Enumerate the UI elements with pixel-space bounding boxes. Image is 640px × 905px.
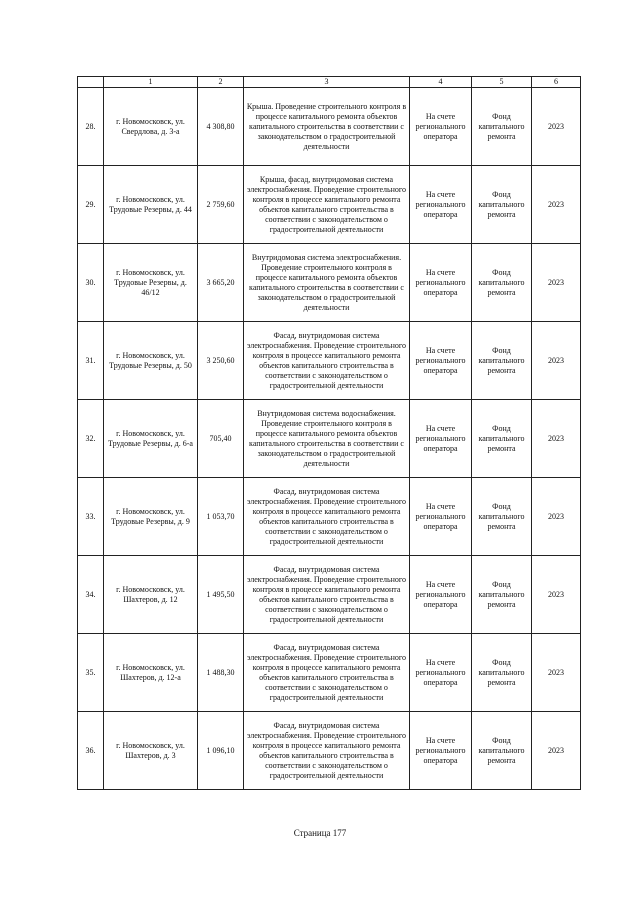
works-description-cell: Внутридомовая система водоснабжения. Проведение строительного контроля в процессе капитального ремонта объектов капитального строительства в соответствии с законодательством о градостроительной деятельности: [244, 400, 410, 478]
fund-method-cell: На счете регионального оператора: [410, 400, 472, 478]
fund-method-cell: На счете регионального оператора: [410, 478, 472, 556]
year-cell: 2023: [532, 712, 581, 790]
works-description-cell: Крыша, фасад, внутридомовая система электроснабжения. Проведение строительного контроля в процессе капитального ремонта объектов капитального строительства в соответствии с законодательством о градостроительной деятельности: [244, 166, 410, 244]
row-number-cell: 36.: [78, 712, 104, 790]
table-row: [78, 712, 581, 790]
year-cell: 2023: [532, 478, 581, 556]
funding-source-cell: Фонд капитального ремонта: [472, 712, 532, 790]
table-header-row: [78, 77, 581, 88]
address-cell: г. Новомосковск, ул. Шахтеров, д. 12: [104, 556, 198, 634]
area-cell: 1 053,70: [198, 478, 244, 556]
address-cell: г. Новомосковск, ул. Шахтеров, д. 12-а: [104, 634, 198, 712]
table-row: [78, 634, 581, 712]
table-row: [78, 244, 581, 322]
fund-method-cell: На счете регионального оператора: [410, 322, 472, 400]
table-row: [78, 166, 581, 244]
fund-method-cell: На счете регионального оператора: [410, 166, 472, 244]
works-description-cell: Фасад, внутридомовая система электроснабжения. Проведение строительного контроля в процессе капитального ремонта объектов капитального строительства в соответствии с законодательством о градостроительной деятельности: [244, 556, 410, 634]
row-number-cell: 33.: [78, 478, 104, 556]
table-row: [78, 400, 581, 478]
row-number-cell: 34.: [78, 556, 104, 634]
address-cell: г. Новомосковск, ул. Трудовые Резервы, д. 46/12: [104, 244, 198, 322]
works-description-cell: Фасад, внутридомовая система электроснабжения. Проведение строительного контроля в процессе капитального ремонта объектов капитального строительства в соответствии с законодательством о градостроительной деятельности: [244, 478, 410, 556]
page-number: Страница 177: [293, 828, 347, 838]
row-number-cell: 30.: [78, 244, 104, 322]
year-cell: 2023: [532, 400, 581, 478]
row-number-cell: 35.: [78, 634, 104, 712]
area-cell: 1 488,30: [198, 634, 244, 712]
works-description-cell: Фасад, внутридомовая система электроснабжения. Проведение строительного контроля в процессе капитального ремонта объектов капитального строительства в соответствии с законодательством о градостроительной деятельности: [244, 634, 410, 712]
table-body: [78, 88, 581, 790]
header-cell: 1: [104, 77, 198, 88]
address-cell: г. Новомосковск, ул. Свердлова, д. 3-а: [104, 88, 198, 166]
year-cell: 2023: [532, 166, 581, 244]
header-cell: 4: [410, 77, 472, 88]
year-cell: 2023: [532, 88, 581, 166]
area-cell: 3 665,20: [198, 244, 244, 322]
works-description-cell: Фасад, внутридомовая система электроснабжения. Проведение строительного контроля в процессе капитального ремонта объектов капитального строительства в соответствии с законодательством о градостроительной деятельности: [244, 322, 410, 400]
funding-source-cell: Фонд капитального ремонта: [472, 166, 532, 244]
fund-method-cell: На счете регионального оператора: [410, 88, 472, 166]
table-row: [78, 478, 581, 556]
address-cell: г. Новомосковск, ул. Шахтеров, д. 3: [104, 712, 198, 790]
address-cell: г. Новомосковск, ул. Трудовые Резервы, д. 44: [104, 166, 198, 244]
table-row: [78, 88, 581, 166]
address-cell: г. Новомосковск, ул. Трудовые Резервы, д. 6-а: [104, 400, 198, 478]
area-cell: 4 308,80: [198, 88, 244, 166]
area-cell: 2 759,60: [198, 166, 244, 244]
year-cell: 2023: [532, 244, 581, 322]
document-table: [77, 76, 581, 790]
fund-method-cell: На счете регионального оператора: [410, 712, 472, 790]
year-cell: 2023: [532, 556, 581, 634]
fund-method-cell: На счете регионального оператора: [410, 244, 472, 322]
row-number-cell: 29.: [78, 166, 104, 244]
area-cell: 1 096,10: [198, 712, 244, 790]
works-description-cell: Фасад, внутридомовая система электроснабжения. Проведение строительного контроля в процессе капитального ремонта объектов капитального строительства в соответствии с законодательством о градостроительной деятельности: [244, 712, 410, 790]
row-number-cell: 32.: [78, 400, 104, 478]
header-cell: 2: [198, 77, 244, 88]
fund-method-cell: На счете регионального оператора: [410, 634, 472, 712]
table-row: [78, 556, 581, 634]
funding-source-cell: Фонд капитального ремонта: [472, 88, 532, 166]
header-cell: 6: [532, 77, 581, 88]
funding-source-cell: Фонд капитального ремонта: [472, 556, 532, 634]
area-cell: 1 495,50: [198, 556, 244, 634]
area-cell: 705,40: [198, 400, 244, 478]
row-number-cell: 28.: [78, 88, 104, 166]
address-cell: г. Новомосковск, ул. Трудовые Резервы, д. 50: [104, 322, 198, 400]
fund-method-cell: На счете регионального оператора: [410, 556, 472, 634]
funding-source-cell: Фонд капитального ремонта: [472, 478, 532, 556]
header-cell: 5: [472, 77, 532, 88]
table-row: [78, 322, 581, 400]
area-cell: 3 250,60: [198, 322, 244, 400]
address-cell: г. Новомосковск, ул. Трудовые Резервы, д. 9: [104, 478, 198, 556]
funding-source-cell: Фонд капитального ремонта: [472, 634, 532, 712]
header-empty-cell: [78, 77, 104, 88]
row-number-cell: 31.: [78, 322, 104, 400]
works-description-cell: Внутридомовая система электроснабжения. Проведение строительного контроля в процессе капитального ремонта объектов капитального строительства в соответствии с законодательством о градостроительной деятельности: [244, 244, 410, 322]
funding-source-cell: Фонд капитального ремонта: [472, 244, 532, 322]
header-cell: 3: [244, 77, 410, 88]
funding-source-cell: Фонд капитального ремонта: [472, 400, 532, 478]
year-cell: 2023: [532, 634, 581, 712]
funding-source-cell: Фонд капитального ремонта: [472, 322, 532, 400]
year-cell: 2023: [532, 322, 581, 400]
works-description-cell: Крыша. Проведение строительного контроля в процессе капитального ремонта объектов капитального строительства в соответствии с законодательством о градостроительной деятельности: [244, 88, 410, 166]
